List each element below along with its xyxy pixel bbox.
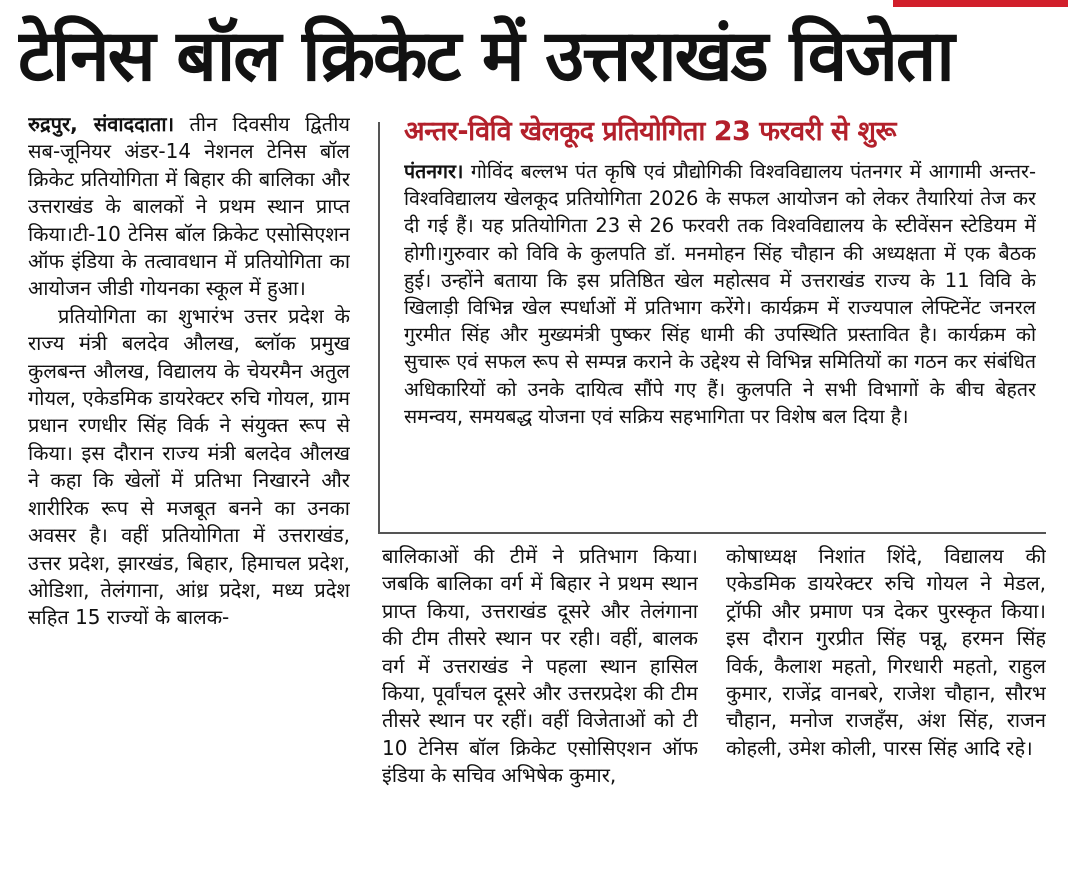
main-story-paragraph-1 [28,111,350,303]
main-story-column-1 [28,111,350,889]
main-headline: टेनिस बॉल क्रिकेट में उत्तराखंड विजेता [18,14,953,97]
main-story-dateline: रुद्रपुर, संवाददाता। [28,112,175,136]
side-story-headline: अन्तर-विवि खेलकूद प्रतियोगिता 23 फरवरी से शुरू [404,116,897,147]
main-story-column-3-text: कोषाध्यक्ष निशांत शिंदे, विद्यालय की एकेडमिक डायरेक्टर रुचि गोयल ने मेडल, ट्रॉफी और प्रमाण पत्र देकर पुरस्कृत किया। इस दौरान गुरप्रीत सिंह पन्नू, हरमन सिंह विर्क, कैलाश महतो, गिरधारी महतो, राहुल कुमार, राजेंद्र वानबरे, राजेश चौहान, सौरभ चौहान, मनोज राजहँस, अंश सिंह, राजन कोहली, उमेश कोली, पारस सिंह आदि रहे। [726,544,1046,760]
side-story-text: गोविंद बल्लभ पंत कृषि एवं प्रौद्योगिकी विश्वविद्यालय पंतनगर में आगामी अन्तर-विश्वविद्यालय खेलकूद प्रतियोगिता 2026 के सफल आयोजन को लेकर तैयारियां तेज कर दी गई हैं। यह प्रतियोगिता 23 से 26 फरवरी तक विश्वविद्यालय के स्टीवेंसन स्टेडियम में होगी।गुरुवार को विवि के कुलपति डॉ. मनमोहन सिंह चौहान की अध्यक्षता में एक बैठक हुई। उन्होंने बताया कि इस प्रतिष्ठित खेल महोत्सव में उत्तराखंड राज्य के 11 विवि के खिलाड़ी विभिन्न खेल स्पर्धाओं में प्रतिभाग करेंगे। कार्यक्रम में राज्यपाल लेफ्टिनेंट जनरल गुरमीत सिंह और मुख्यमंत्री पुष्कर सिंह धामी की उपस्थिति प्रस्तावित है। कार्यक्रम को सुचारू एवं सफल रूप से सम्पन्न कराने के उद्देश्य से विभिन्न समितियों का गठन कर संबंधित अधिकारियों को उनके दायित्व सौंपे गए हैं। कुलपति ने सभी विभागों के बीच बेहतर समन्वय, समयबद्ध योजना एवं सक्रिय सहभागिता पर विशेष बल दिया है। [404,160,1036,428]
main-story-column-2 [382,543,698,889]
main-story-para1-text: तीन दिवसीय द्वितीय सब-जूनियर अंडर-14 नेशनल टेनिस बॉल क्रिकेट प्रतियोगिता में बिहार की बालिका और उत्तराखंड के बालकों ने प्रथम स्थान प्राप्त किया।टी-10 टेनिस बॉल क्रिकेट एसोसिएशन ऑफ इंडिया के तत्वावधान में प्रतियोगिता का आयोजन जीडी गोयनका स्कूल में हुआ। [28,112,350,301]
side-story-left-rule [378,122,380,534]
side-story-dateline: पंतनगर। [404,160,464,183]
main-story-column-3 [726,543,1046,889]
side-story-body [404,158,1036,530]
side-story-bottom-rule [378,532,1046,534]
main-story-paragraph-2: प्रतियोगिता का शुभारंभ उत्तर प्रदेश के राज्य मंत्री बलदेव औलख, ब्लॉक प्रमुख कुलबन्त औलख, विद्यालय के चेयरमैन अतुल गोयल, एकेडमिक डायरेक्टर रुचि गोयल, ग्राम प्रधान रणधीर सिंह विर्क ने संयुक्त रूप से किया। इस दौरान राज्य मंत्री बलदेव औलख ने कहा कि खेलों में प्रतिभा निखारने और शारीरिक रूप से मजबूत बनने का उनका अवसर है। वहीं प्रतियोगिता में उत्तराखंड, उत्तर प्रदेश, झारखंड, बिहार, हिमाचल प्रदेश, ओडिशा, तेलंगाना, आंध्र प्रदेश, मध्य प्रदेश सहित 15 राज्यों के बालक- [28,303,350,630]
main-story-column-2-text: बालिकाओं की टीमें ने प्रतिभाग किया। जबकि बालिका वर्ग में बिहार ने प्रथम स्थान प्राप्त किया, उत्तराखंड दूसरे और तेलंगाना की टीम तीसरे स्थान पर रही। वहीं, बालक वर्ग में उत्तराखंड ने पहला स्थान हासिल किया, पूर्वांचल दूसरे और उत्तरप्रदेश की टीम तीसरे स्थान पर रहीं। वहीं विजेताओं को टी 10 टेनिस बॉल क्रिकेट एसोसिएशन ऑफ इंडिया के सचिव अभिषेक कुमार, [382,544,698,788]
side-story-box [378,108,1046,536]
